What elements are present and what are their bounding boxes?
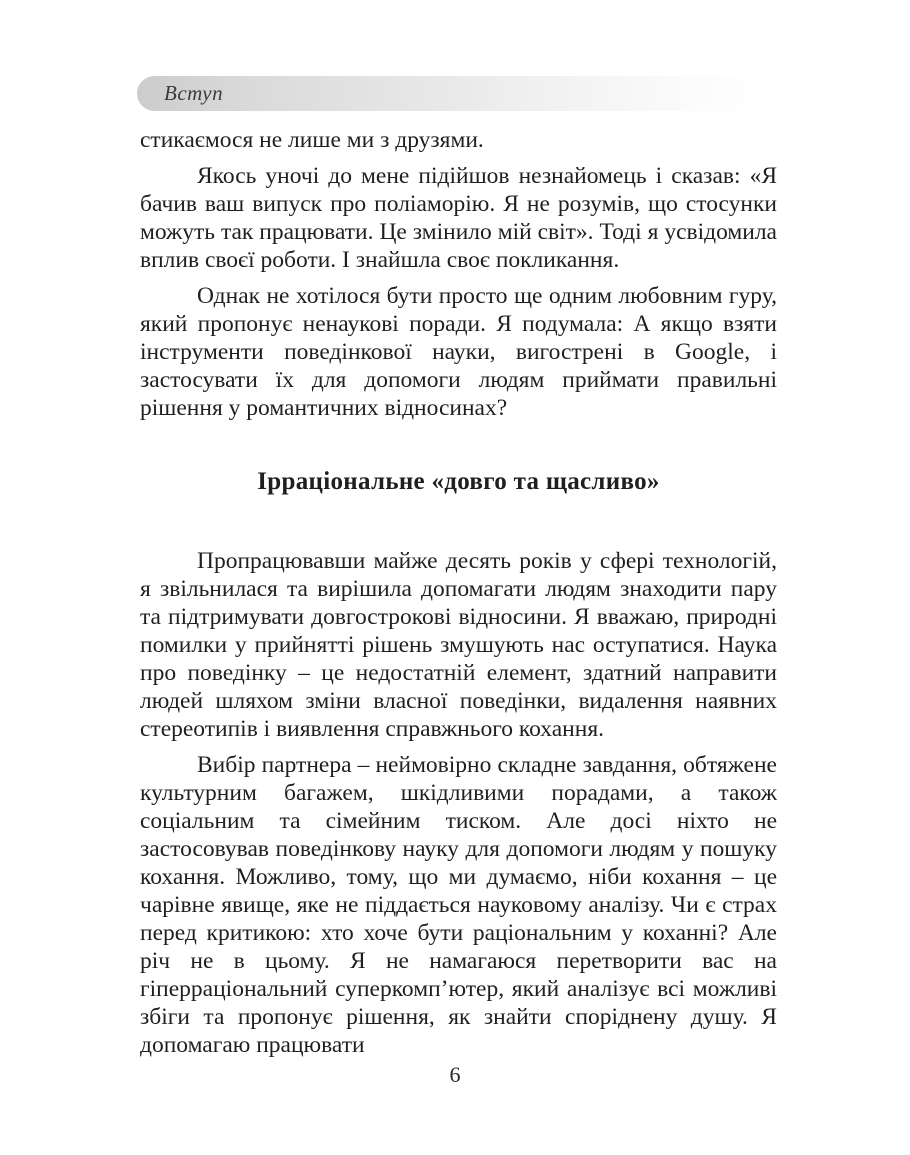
body-paragraph: Однак не хотілося бути просто ще одним любовним гуру, який пропонує ненаукові поради. Я подумала: А якщо взяти інструменти поведінкової науки, вигострені в Google, і застосувати їх для допомоги людям приймати правильні рішення у романтичних відносинах? [140,283,777,421]
body-paragraph: Пропрацювавши майже десять років у сфері технологій, я звільнилася та вирішила допомагати людям знаходити пару та підтримувати довгострокові відносини. Я вважаю, природні помилки у прийнятті рішень змушують нас оступатися. Наука про поведінку – це недостатній елемент, здатний направити людей шляхом зміни власної поведінки, видалення наявних стереотипів і виявлення справжнього кохання. [140,548,777,742]
running-header-title: Вступ [164,81,224,105]
section-heading: Ірраціональне «довго та щасливо» [257,468,660,495]
running-header-bar [137,76,777,111]
body-paragraph: Якось уночі до мене підійшов незнайомець і сказав: «Я бачив ваш випуск про поліаморію. Я не розумів, що стосунки можуть так працювати. Це змінило мій світ». Тоді я усвідомила вплив своєї роботи. І знайшла своє покликання. [140,163,777,273]
page-body [140,126,777,1067]
page-number: 6 [449,1062,461,1087]
body-paragraph: стикаємося не лише ми з друзями. [140,127,484,153]
body-paragraph: Вибір партнера – неймовірно складне завдання, обтяжене культурним багажем, шкідливими порадами, а також соціальним та сімейним тиском. Але досі ніхто не застосовував поведінкову науку для допомоги людям у пошуку кохання. Можливо, тому, що ми думаємо, ніби кохання – це чарівне явище, яке не піддається науковому аналізу. Чи є страх перед критикою: хто хоче бути раціональним у коханні? Але річ не в цьому. Я не намагаюся перетворити вас на гіперраціональний суперкомп’ютер, який аналізує всі можливі збіги та пропонує рішення, як знайти споріднену душу. Я допомагаю працювати [140,752,777,1058]
